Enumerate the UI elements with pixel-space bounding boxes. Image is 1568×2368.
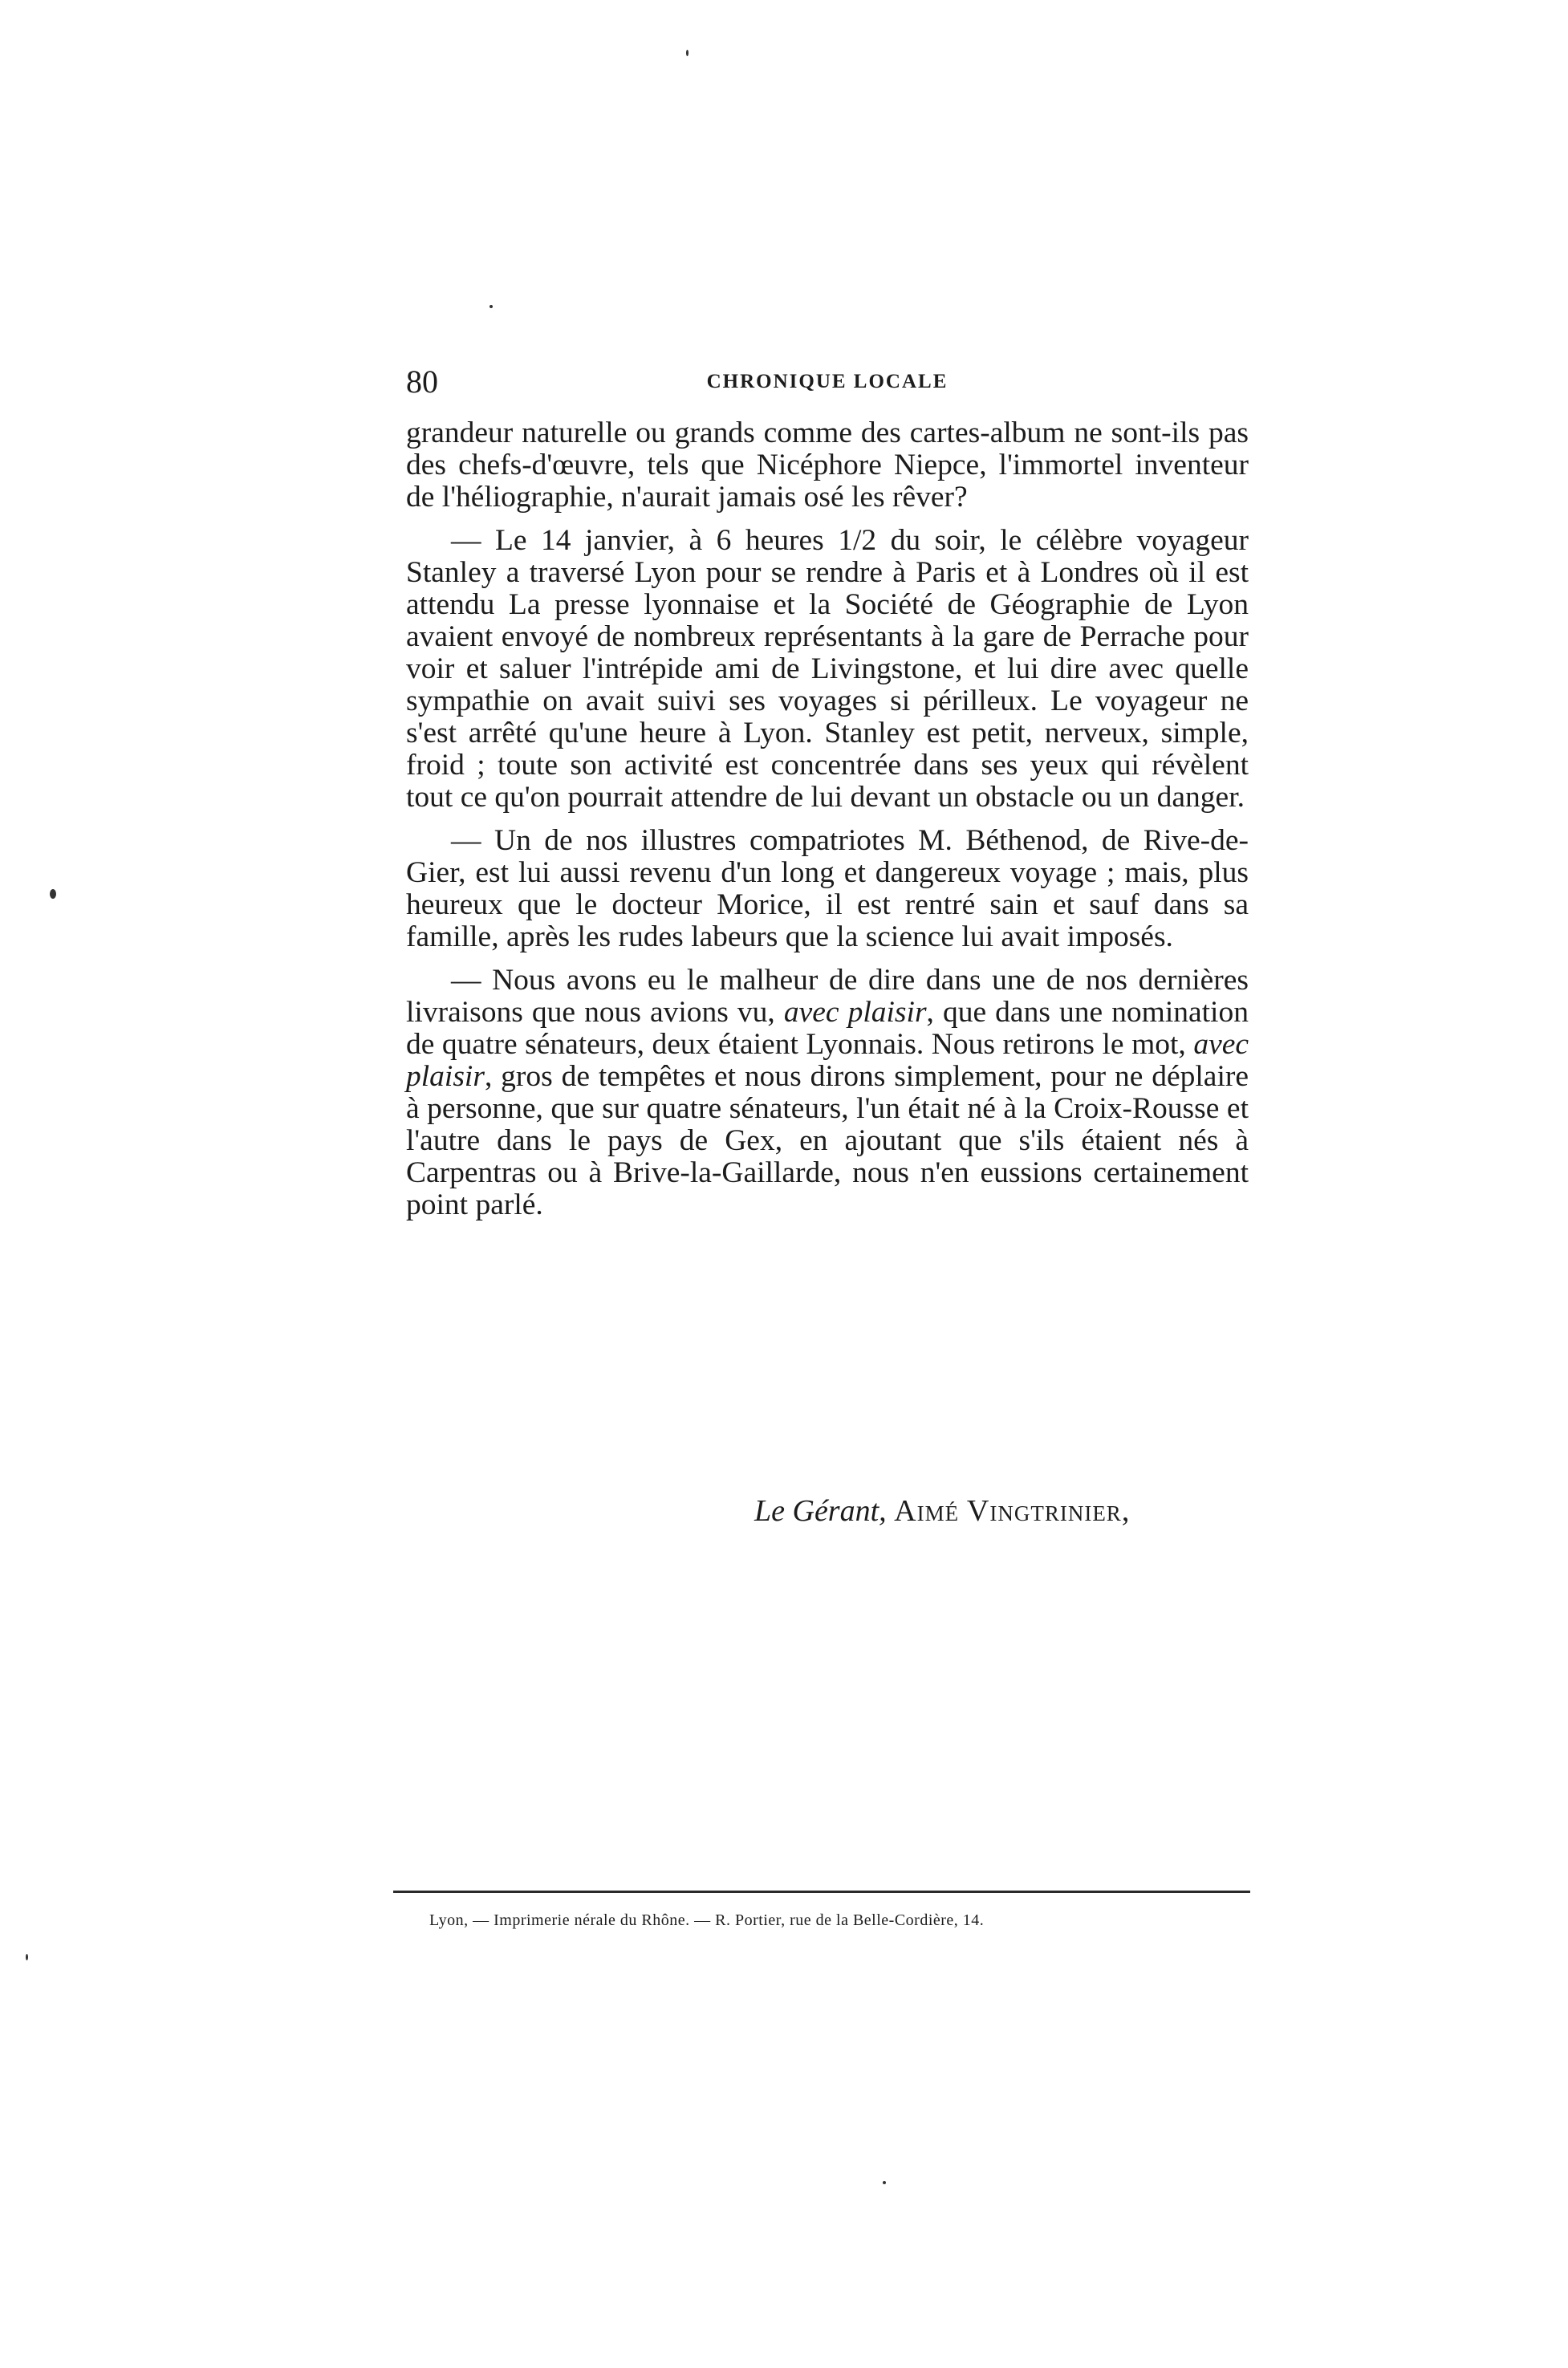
scan-speck: [686, 50, 689, 56]
signature: [754, 1491, 1130, 1531]
paragraph-senateurs-part1: — Nous avons eu le malheur de dire dans une de nos dernières livraisons que nous avions vu,: [406, 964, 1249, 1029]
page-number: 80: [406, 364, 438, 400]
printer-imprint: Lyon, — Imprimerie nérale du Rhône. — R. Portier, rue de la Belle-Cordière, 14.: [429, 1911, 985, 1929]
scan-speck: [489, 305, 493, 308]
paragraph-senateurs: [406, 965, 1249, 1221]
emphasis-avec-plaisir-2: avec plaisir: [406, 1028, 1249, 1093]
signature-name: Aimé Vingtrinier,: [894, 1494, 1131, 1528]
emphasis-avec-plaisir-1: avec plaisir: [783, 996, 927, 1029]
signature-role: Le Gérant,: [754, 1494, 887, 1528]
footer-rule: [393, 1891, 1250, 1893]
scan-speck: [26, 1954, 28, 1960]
scan-speck: [883, 2181, 886, 2184]
paragraph-senateurs-part2: , que dans une nomination de quatre sénateurs, deux étaient Lyonnais. Nous retirons le mot,: [406, 996, 1249, 1061]
page-header: [406, 358, 1249, 406]
paragraph-senateurs-part3: , gros de tempêtes et nous dirons simplement, pour ne déplaire à personne, que sur quatre sénateurs, l'un était né à la Croix-Rousse et l'autre dans le pays de Gex, en ajoutant que s'ils étaient nés à Carpentras ou à Brive-la-Gaillarde, nous n'en eussions certainement point parlé.: [406, 1060, 1249, 1221]
paragraph-continuation: grandeur naturelle ou grands comme des cartes-album ne sont-ils pas des chefs-d'œuvre, tels que Nicéphore Niepce, l'immortel inventeur de l'héliographie, n'aurait jamais osé les rêver?: [406, 416, 1249, 514]
paragraph-stanley: — Le 14 janvier, à 6 heures 1/2 du soir, le célèbre voyageur Stanley a traversé Lyon pour se rendre à Paris et à Londres où il est attendu La presse lyonnaise et la Société de Géographie de Lyon avaient envoyé de nombreux représentants à la gare de Perrache pour voir et saluer l'intrépide ami de Livingstone, et lui dire avec quelle sympathie on avait suivi ses voyages si périlleux. Le voyageur ne s'est arrêté qu'une heure à Lyon. Stanley est petit, nerveux, simple, froid ; toute son activité est concentrée dans ses yeux qui révèlent tout ce qu'on pourrait attendre de lui devant un obstacle ou un danger.: [406, 524, 1249, 814]
scan-speck: [50, 889, 56, 899]
body-text: [406, 417, 1249, 1233]
running-head: CHRONIQUE LOCALE: [706, 371, 949, 392]
paragraph-bethenod: — Un de nos illustres compatriotes M. Béthenod, de Rive-de-Gier, est lui aussi revenu d'un long et dangereux voyage ; mais, plus heureux que le docteur Morice, il est rentré sain et sauf dans sa famille, après les rudes labeurs que la science lui avait imposés.: [406, 824, 1249, 953]
